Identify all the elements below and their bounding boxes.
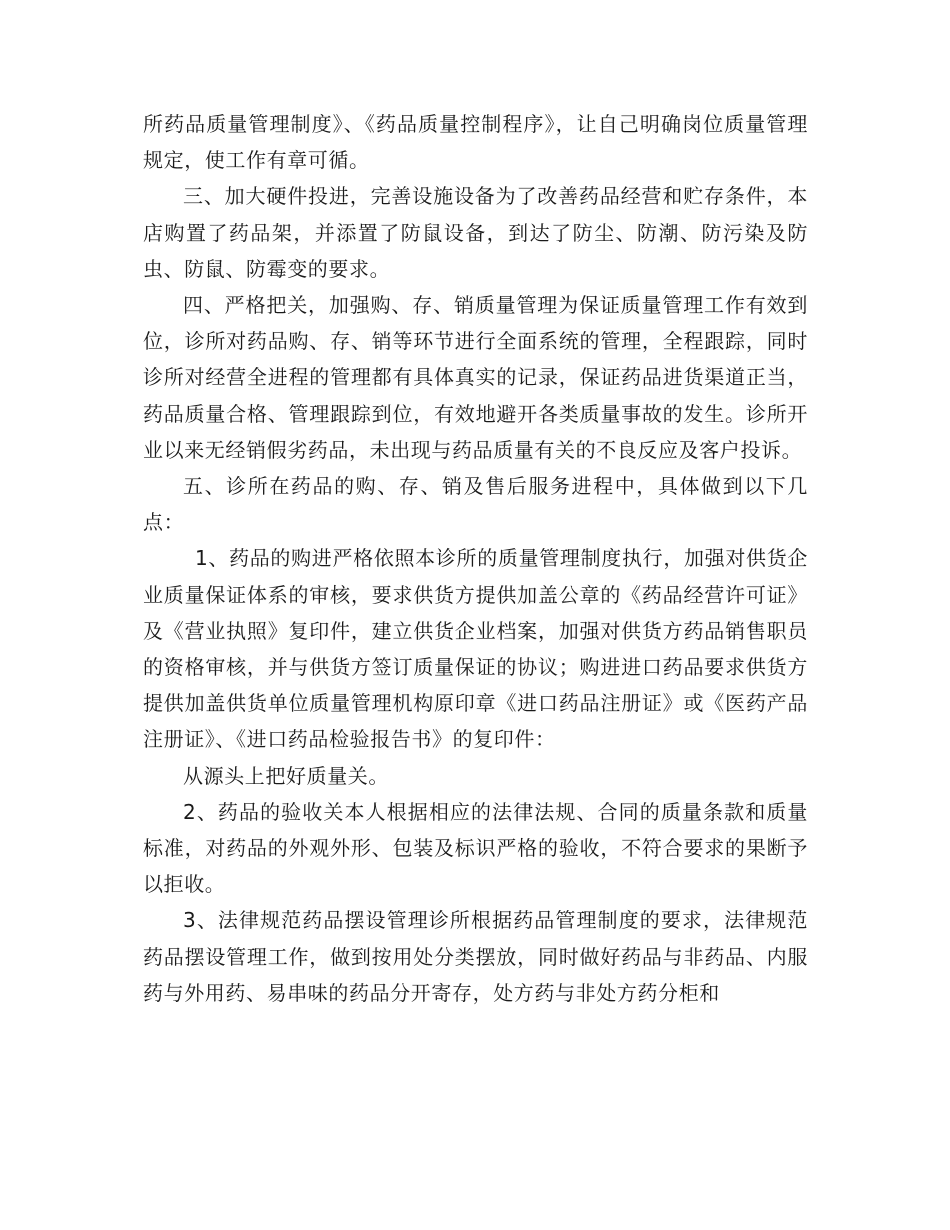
- paragraph-item-one-purchasing: 1、药品的购进严格依照本诊所的质量管理制度执行，加强对供货企业质量保证体系的审核，要求供货方提供加盖公章的《药品经营许可证》及《营业执照》复印件，建立供货企业档案，加强对供货方药品销售职员的资格审核，并与供货方签订质量保证的协议；购进进口药品要求供货方提供加盖供货单位质量管理机构原印章《进口药品注册证》或《医药产品注册证》、《进口药品检验报告书》的复印件：: [143, 546, 808, 752]
- paragraph-section-four-strict-control: 四、严格把关，加强购、存、销质量管理为保证质量管理工作有效到位，诊所对药品购、存、销等环节进行全面系统的管理，全程跟踪，同时诊所对经营全进程的管理都有具体真实的记录，保证药品进货渠道正当，药品质量合格、管理跟踪到位，有效地避开各类质量事故的发生。诊所开业以来无经销假劣药品，未出现与药品质量有关的不良反应及客户投诉。: [143, 293, 808, 462]
- document-body: [143, 106, 808, 1011]
- paragraph-item-three-display-management: 3、法律规范药品摆设管理诊所根据药品管理制度的要求，法律规范药品摆设管理工作，做到按用处分类摆放，同时做好药品与非药品、内服药与外用药、易串味的药品分开寄存，处方药与非处方药分柜和: [143, 908, 808, 1005]
- paragraph-section-three-hardware: 三、加大硬件投进，完善设施设备为了改善药品经营和贮存条件，本店购置了药品架，并添置了防鼠设备，到达了防尘、防潮、防污染及防虫、防鼠、防霉变的要求。: [143, 184, 808, 281]
- paragraph-quality-regulations-tail: 所药品质量管理制度》、《药品质量控制程序》，让自己明确岗位质量管理规定，使工作有章可循。: [143, 112, 808, 173]
- paragraph-item-one-source-control: 从源头上把好质量关。: [183, 763, 389, 788]
- paragraph-item-two-acceptance: 2、药品的验收关本人根据相应的法律法规、合同的质量条款和质量标准，对药品的外观外形、包装及标识严格的验收，不符合要求的果断予以拒收。: [143, 799, 808, 897]
- paragraph-section-five-intro: 五、诊所在药品的购、存、销及售后服务进程中，具体做到以下几点：: [143, 474, 808, 535]
